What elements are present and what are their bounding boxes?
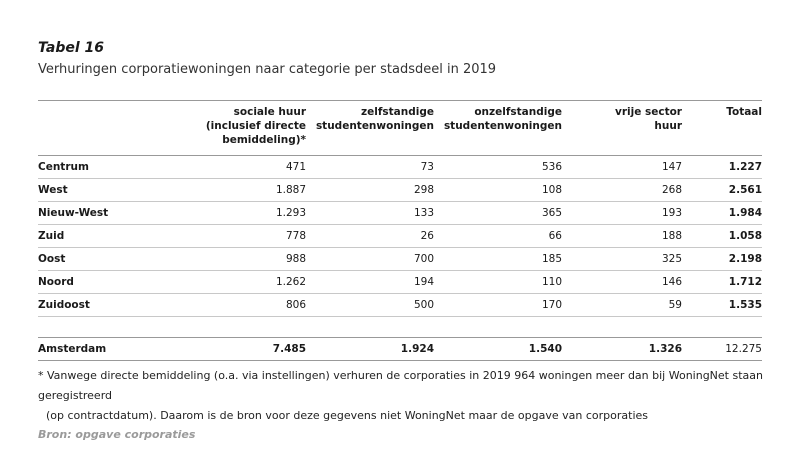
header-vrije-sector: vrije sector huur xyxy=(562,101,682,156)
table-cell: 2.198 xyxy=(682,248,762,271)
table-cell: 268 xyxy=(562,179,682,202)
table-cell: 536 xyxy=(434,156,562,179)
table-row xyxy=(38,156,762,179)
table-cell: 26 xyxy=(306,225,434,248)
table-cell: 59 xyxy=(562,294,682,317)
table-cell: 1.326 xyxy=(562,338,682,361)
table-cell: 147 xyxy=(562,156,682,179)
table-cell: 1.262 xyxy=(126,271,306,294)
table-cell: 1.058 xyxy=(682,225,762,248)
footnote xyxy=(38,366,768,426)
table-cell: 188 xyxy=(562,225,682,248)
row-label: Zuidoost xyxy=(38,294,126,317)
spacer-cell xyxy=(38,317,762,338)
header-zelfstandige: zelfstandige studentenwoningen xyxy=(306,101,434,156)
table-cell: 1.712 xyxy=(682,271,762,294)
table-cell: 2.561 xyxy=(682,179,762,202)
table-cell: 778 xyxy=(126,225,306,248)
table-row xyxy=(38,225,762,248)
table-row xyxy=(38,271,762,294)
table-cell: 500 xyxy=(306,294,434,317)
table-cell: 193 xyxy=(562,202,682,225)
header-stadsdeel xyxy=(38,101,126,156)
row-label: Oost xyxy=(38,248,126,271)
row-label: Zuid xyxy=(38,225,126,248)
table-cell: 806 xyxy=(126,294,306,317)
table-cell: 66 xyxy=(434,225,562,248)
row-label: Amsterdam xyxy=(38,338,126,361)
total-row xyxy=(38,338,762,361)
table-cell: 194 xyxy=(306,271,434,294)
table-row xyxy=(38,202,762,225)
table-cell: 1.984 xyxy=(682,202,762,225)
row-label: Nieuw-West xyxy=(38,202,126,225)
table-cell: 73 xyxy=(306,156,434,179)
header-onzelfstandige: onzelfstandige studentenwoningen xyxy=(434,101,562,156)
table-row xyxy=(38,179,762,202)
table-cell: 7.485 xyxy=(126,338,306,361)
row-label: West xyxy=(38,179,126,202)
table-row xyxy=(38,248,762,271)
table-subtitle: Verhuringen corporatiewoningen naar categorie per stadsdeel in 2019 xyxy=(38,62,497,77)
table-cell: 170 xyxy=(434,294,562,317)
header-row xyxy=(38,101,762,156)
table-cell: 325 xyxy=(562,248,682,271)
table-cell: 1.540 xyxy=(434,338,562,361)
table-cell: 185 xyxy=(434,248,562,271)
source-note: Bron: opgave corporaties xyxy=(38,428,196,441)
table-cell: 298 xyxy=(306,179,434,202)
table-cell: 133 xyxy=(306,202,434,225)
table-cell: 1.535 xyxy=(682,294,762,317)
table-cell: 365 xyxy=(434,202,562,225)
table-cell: 1.227 xyxy=(682,156,762,179)
table-cell: 1.924 xyxy=(306,338,434,361)
table-cell: 1.293 xyxy=(126,202,306,225)
table-cell: 988 xyxy=(126,248,306,271)
table-cell: 146 xyxy=(562,271,682,294)
header-totaal: Totaal xyxy=(682,101,762,156)
spacer-row xyxy=(38,317,762,338)
table-cell: 700 xyxy=(306,248,434,271)
table-row xyxy=(38,294,762,317)
footnote-line-1: * Vanwege directe bemiddeling (o.a. via instellingen) verhuren de corporaties in 2019 964 woningen meer dan bij WoningNet staan geregistreerd xyxy=(38,369,763,402)
table-cell: 110 xyxy=(434,271,562,294)
data-table xyxy=(38,100,762,361)
header-sociale-huur: sociale huur (inclusief directe bemiddeling)* xyxy=(126,101,306,156)
table-cell: 471 xyxy=(126,156,306,179)
table-cell: 1.887 xyxy=(126,179,306,202)
table-cell: 12.275 xyxy=(682,338,762,361)
footnote-line-2: (op contractdatum). Daarom is de bron voor deze gegevens niet WoningNet maar de opgave van corporaties xyxy=(46,409,649,422)
table-title: Tabel 16 xyxy=(38,40,105,56)
row-label: Noord xyxy=(38,271,126,294)
table-cell: 108 xyxy=(434,179,562,202)
row-label: Centrum xyxy=(38,156,126,179)
